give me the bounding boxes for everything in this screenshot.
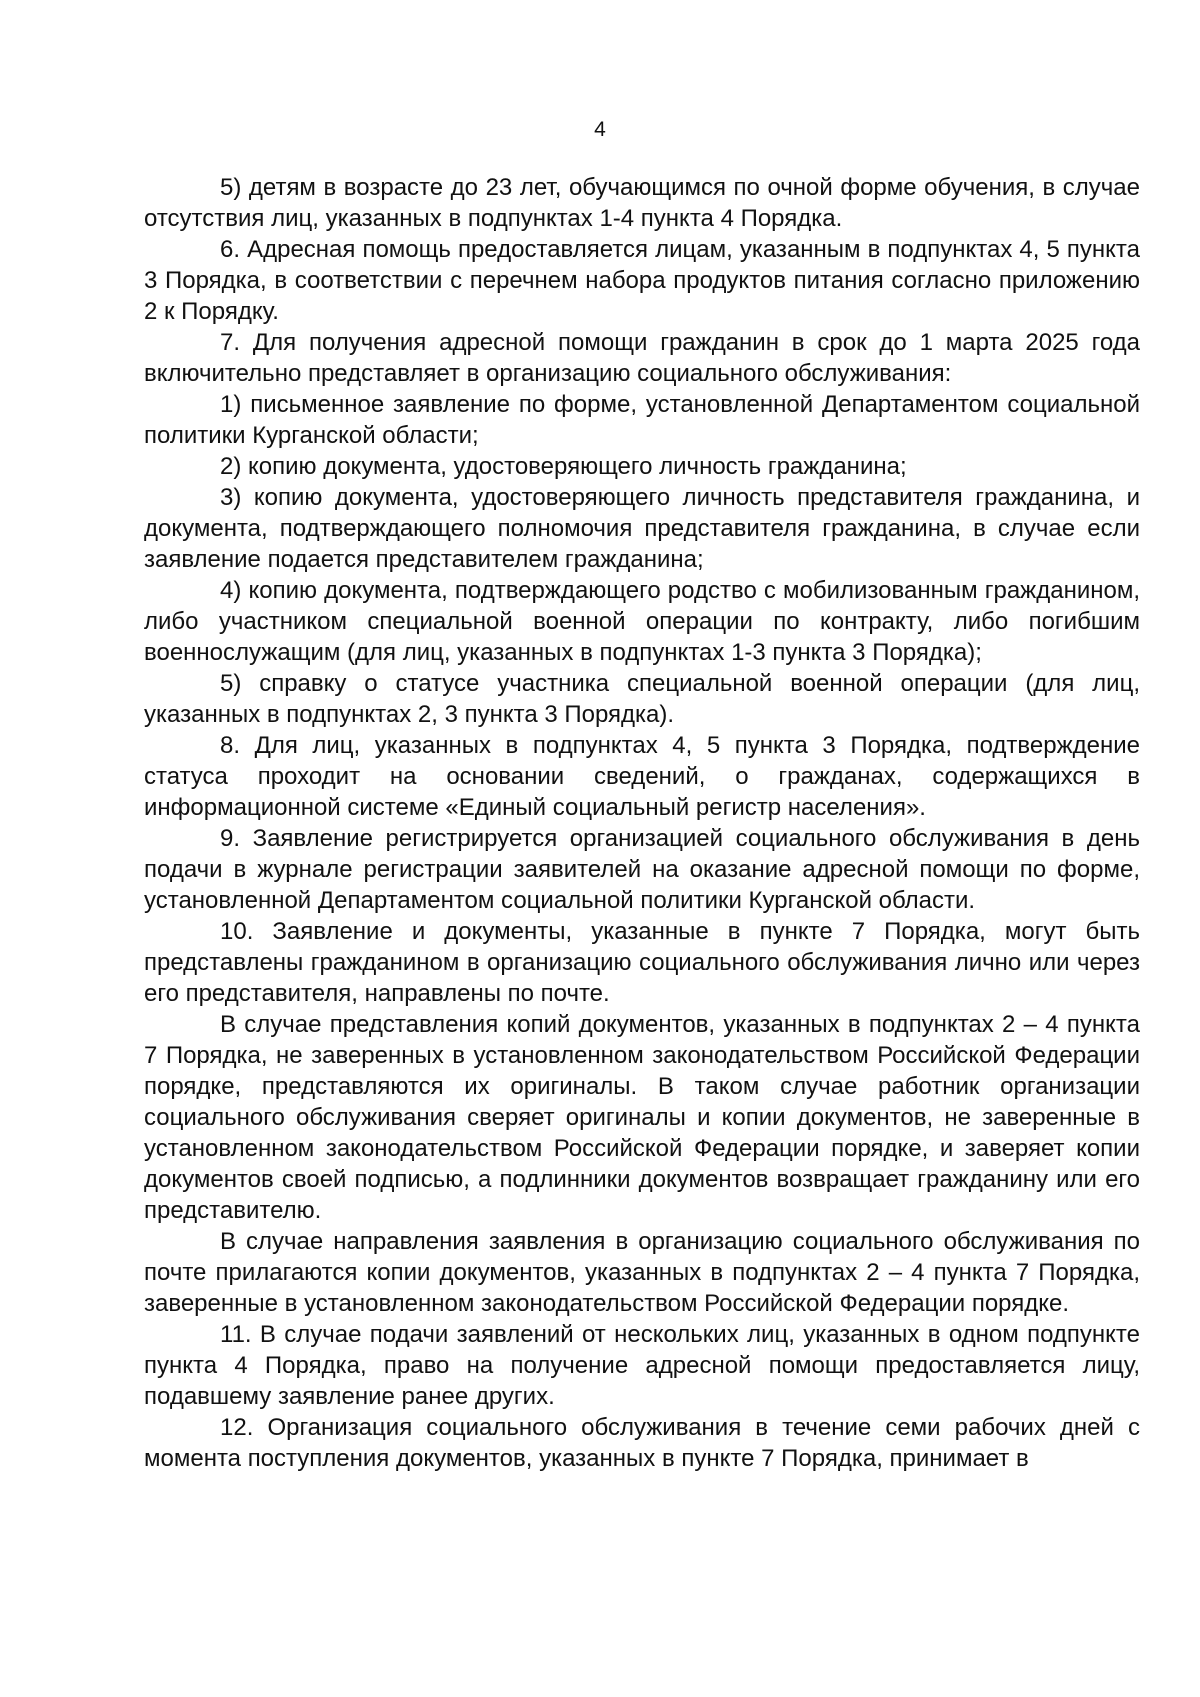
paragraph-10-copies: В случае представления копий документов, указанных в подпунктах 2 – 4 пункта 7 Порядка, не заверенных в установленном законодательством Российской Федерации порядке, представляются их оригиналы. В таком случае работник организации социального обслуживания сверяет оригиналы и копии документов, не заверенные в установленном законодательством Российской Федерации порядке, и заверяет копии документов своей подписью, а подлинники документов возвращает гражданину или его представителю. xyxy=(144,1011,1140,1224)
paragraph-7: 7. Для получения адресной помощи гражданин в срок до 1 марта 2025 года включительно представляет в организацию социального обслуживания: xyxy=(144,329,1140,387)
paragraph-item-5-children: 5) детям в возрасте до 23 лет, обучающимся по очной форме обучения, в случае отсутствия лиц, указанных в подпунктах 1-4 пункта 4 Порядка. xyxy=(144,174,1140,232)
paragraph-6: 6. Адресная помощь предоставляется лицам, указанным в подпунктах 4, 5 пункта 3 Порядка, в соответствии с перечнем набора продуктов питания согласно приложению 2 к Порядку. xyxy=(144,236,1140,325)
document-body xyxy=(144,172,1140,1474)
paragraph-7-item-4: 4) копию документа, подтверждающего родство с мобилизованным гражданином, либо участником специальной военной операции по контракту, либо погибшим военнослужащим (для лиц, указанных в подпунктах 1-3 пункта 3 Порядка); xyxy=(144,577,1140,666)
page-number: 4 xyxy=(594,118,606,141)
paragraph-11: 11. В случае подачи заявлений от нескольких лиц, указанных в одном подпункте пункта 4 Порядка, право на получение адресной помощи предоставляется лицу, подавшему заявление ранее других. xyxy=(144,1321,1140,1410)
paragraph-7-item-5: 5) справку о статусе участника специальной военной операции (для лиц, указанных в подпунктах 2, 3 пункта 3 Порядка). xyxy=(144,670,1140,728)
paragraph-7-item-1: 1) письменное заявление по форме, установленной Департаментом социальной политики Курганской области; xyxy=(144,391,1140,449)
paragraph-7-item-2: 2) копию документа, удостоверяющего личность гражданина; xyxy=(220,453,907,480)
paragraph-10-mail: В случае направления заявления в организацию социального обслуживания по почте прилагаются копии документов, указанных в подпунктах 2 – 4 пункта 7 Порядка, заверенные в установленном законодательством Российской Федерации порядке. xyxy=(144,1228,1140,1317)
paragraph-9: 9. Заявление регистрируется организацией социального обслуживания в день подачи в журнале регистрации заявителей на оказание адресной помощи по форме, установленной Департаментом социальной политики Курганской области. xyxy=(144,825,1140,914)
paragraph-8: 8. Для лиц, указанных в подпунктах 4, 5 пункта 3 Порядка, подтверждение статуса проходит на основании сведений, о гражданах, содержащихся в информационной системе «Единый социальный регистр населения». xyxy=(144,732,1140,821)
paragraph-7-item-3: 3) копию документа, удостоверяющего личность представителя гражданина, и документа, подтверждающего полномочия представителя гражданина, в случае если заявление подается представителем гражданина; xyxy=(144,484,1140,573)
paragraph-10: 10. Заявление и документы, указанные в пункте 7 Порядка, могут быть представлены гражданином в организацию социального обслуживания лично или через его представителя, направлены по почте. xyxy=(144,918,1140,1007)
paragraph-12: 12. Организация социального обслуживания в течение семи рабочих дней с момента поступления документов, указанных в пункте 7 Порядка, принимает в xyxy=(144,1414,1140,1472)
